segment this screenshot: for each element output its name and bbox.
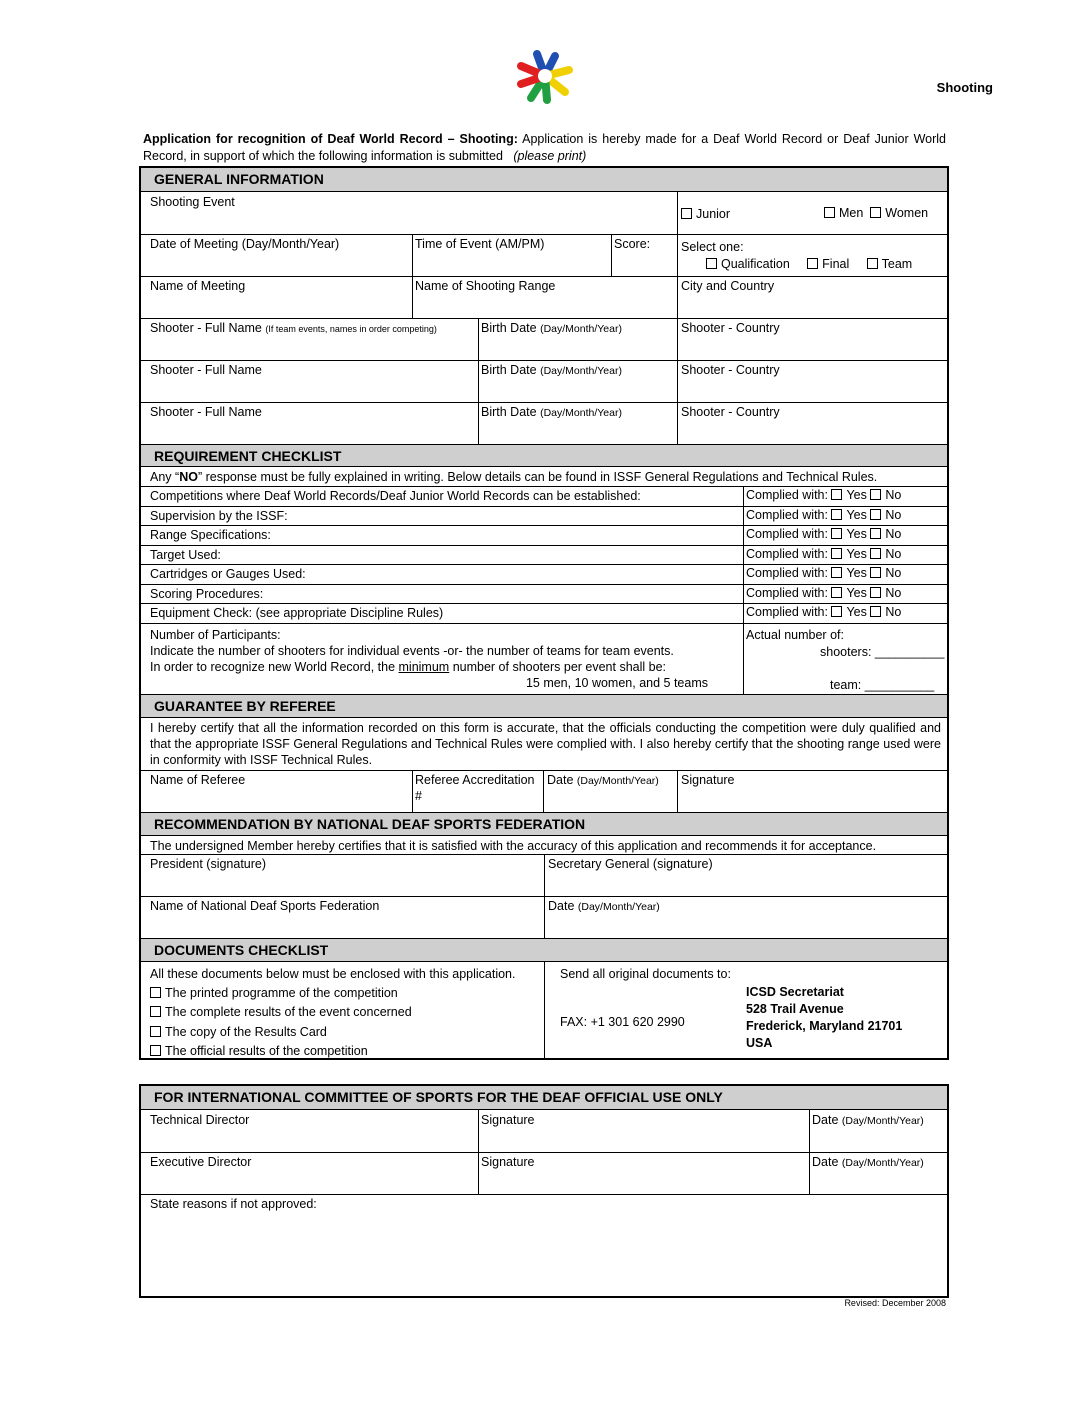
section-header-recommendation: RECOMMENDATION BY NATIONAL DEAF SPORTS FEDERATION <box>141 812 947 836</box>
participants-line3: 15 men, 10 women, and 5 teams <box>525 676 708 690</box>
document-checkbox[interactable] <box>150 1045 161 1056</box>
men-label: Men <box>839 206 864 220</box>
recommendation-text: The undersigned Member hereby certifies that it is satisfied with the accuracy of this application and recommends it for acceptance. <box>150 839 877 853</box>
shooters-count-field[interactable]: shooters: __________ <box>820 645 945 659</box>
checklist-note <box>141 467 877 485</box>
checklist-item: Scoring Procedures: <box>150 587 264 601</box>
section-header-referee: GUARANTEE BY REFEREE <box>141 694 947 718</box>
team-checkbox[interactable] <box>867 258 878 269</box>
shooter-3-country-label: Shooter - Country <box>681 405 780 419</box>
men-checkbox[interactable] <box>824 207 835 218</box>
intro-body: Application is hereby made for a Deaf World Record or Deaf Junior World Record, in support of which the following information is submitted <box>143 132 946 163</box>
complied-row-6 <box>744 583 901 601</box>
no-checkbox[interactable] <box>870 489 881 500</box>
participants-line1: Indicate the number of shooters for individual events -or- the number of teams for team events. <box>150 644 674 658</box>
shooter-3-birth-label <box>478 402 622 421</box>
shooter-1-birth-text: Birth Date <box>481 321 537 335</box>
shooter-2-birth-label <box>478 360 622 379</box>
referee-text: I hereby certify that all the information recorded on this form is accurate, that the officials conducting the competition were duly qualified and that the appropriate ISSF General Regulations and Technical Rules were complied with. I also hereby certify that the shooting range used were in conformity with ISSF Technical Rules. <box>150 721 941 767</box>
participants-line2 <box>150 659 743 675</box>
president-label: President (signature) <box>150 857 267 871</box>
complied-label: Complied with: <box>746 566 828 580</box>
participants-title: Number of Participants: <box>150 628 281 642</box>
shooter-2-birth-text: Birth Date <box>481 363 537 377</box>
participants-block <box>141 625 743 691</box>
complied-label: Complied with: <box>746 547 828 561</box>
participants-minimum: minimum <box>398 660 450 674</box>
team-count-field[interactable]: team: __________ <box>830 678 935 692</box>
intro-text <box>143 131 946 165</box>
section-header-general: GENERAL INFORMATION <box>141 168 947 192</box>
shooter-1-name-text: Shooter - Full Name <box>150 321 262 335</box>
referee-accreditation-label <box>412 770 535 804</box>
select-one-label: Select one: <box>681 240 744 254</box>
final-label: Final <box>822 257 850 271</box>
complied-row-1 <box>744 485 901 503</box>
no-checkbox[interactable] <box>870 509 881 520</box>
recommendation-date-fmt: (Day/Month/Year) <box>577 901 660 913</box>
shooter-2-birth-fmt: (Day/Month/Year) <box>540 365 622 377</box>
yes-checkbox[interactable] <box>831 548 842 559</box>
yes-label: Yes <box>846 586 867 600</box>
date-of-meeting-label: Date of Meeting (Day/Month/Year) <box>150 237 340 251</box>
checklist-item: Cartridges or Gauges Used: <box>150 567 306 581</box>
address-line-4: USA <box>746 1036 773 1050</box>
junior-checkbox[interactable] <box>681 208 692 219</box>
complied-row-4 <box>744 544 901 562</box>
checklist-note-post: ” response must be fully explained in writing. Below details can be found in ISSF General Regulations and Technical Rules. <box>197 470 878 484</box>
executive-date-label <box>809 1152 924 1171</box>
address-line-3: Frederick, Maryland 21701 <box>746 1019 903 1033</box>
document-item-1 <box>150 984 515 1003</box>
shooting-event-label: Shooting Event <box>150 195 235 209</box>
technical-signature-label: Signature <box>481 1113 535 1127</box>
score-label: Score: <box>614 237 651 251</box>
icsd-logo <box>515 48 575 106</box>
intro-bold: Application for recognition of Deaf World Record – Shooting: <box>143 132 518 146</box>
no-label: No <box>885 586 902 600</box>
no-checkbox[interactable] <box>870 528 881 539</box>
yes-label: Yes <box>846 547 867 561</box>
shooter-2-name-label: Shooter - Full Name <box>150 363 262 377</box>
referee-accreditation-hash: # <box>415 789 422 803</box>
no-label: No <box>885 488 902 502</box>
yes-checkbox[interactable] <box>831 587 842 598</box>
technical-date-fmt: (Day/Month/Year) <box>841 1115 924 1127</box>
section-header-documents: DOCUMENTS CHECKLIST <box>141 938 947 962</box>
no-checkbox[interactable] <box>870 606 881 617</box>
participants-line2-pre: In order to recognize new World Record, the <box>150 660 399 674</box>
no-label: No <box>885 547 902 561</box>
time-of-event-label: Time of Event (AM/PM) <box>415 237 545 251</box>
no-label: No <box>885 605 902 619</box>
section-header-official: FOR INTERNATIONAL COMMITTEE OF SPORTS FOR THE DEAF OFFICIAL USE ONLY <box>141 1086 947 1110</box>
gender-options <box>821 203 928 221</box>
address-line-1: ICSD Secretariat <box>746 985 844 999</box>
document-item-2 <box>150 1003 515 1022</box>
checklist-note-no: NO <box>179 470 198 484</box>
fax-number: FAX: +1 301 620 2990 <box>560 1015 685 1029</box>
qualification-checkbox[interactable] <box>706 258 717 269</box>
yes-label: Yes <box>846 605 867 619</box>
shooter-2-country-label: Shooter - Country <box>681 363 780 377</box>
revision-note: Revised: December 2008 <box>844 1298 946 1308</box>
official-use-form <box>139 1084 949 1298</box>
shooter-team-note: (If team events, names in order competing) <box>265 324 437 334</box>
yes-checkbox[interactable] <box>831 606 842 617</box>
yes-label: Yes <box>846 488 867 502</box>
checklist-item: Competitions where Deaf World Records/Deaf Junior World Records can be established: <box>150 489 641 503</box>
city-country-label: City and Country <box>681 279 775 293</box>
checklist-item: Equipment Check: (see appropriate Discipline Rules) <box>150 606 444 620</box>
no-label: No <box>885 527 902 541</box>
reasons-label: State reasons if not approved: <box>150 1197 317 1211</box>
yes-checkbox[interactable] <box>831 528 842 539</box>
yes-checkbox[interactable] <box>831 567 842 578</box>
yes-label: Yes <box>846 566 867 580</box>
women-label: Women <box>885 206 929 220</box>
send-to-label: Send all original documents to: <box>560 967 731 981</box>
qualification-label: Qualification <box>721 257 790 271</box>
category-label: Shooting <box>936 80 993 95</box>
documents-list <box>141 964 515 1061</box>
complied-row-2 <box>744 505 901 523</box>
no-checkbox[interactable] <box>870 587 881 598</box>
no-checkbox[interactable] <box>870 567 881 578</box>
document-label: The official results of the competition <box>165 1043 368 1058</box>
shooter-1-country-label: Shooter - Country <box>681 321 780 335</box>
referee-date-text: Date <box>547 773 574 787</box>
executive-date-text: Date <box>812 1155 839 1169</box>
shooter-1-name-label <box>141 318 437 337</box>
yes-label: Yes <box>846 527 867 541</box>
recommendation-date-label <box>545 896 660 915</box>
referee-name-label: Name of Referee <box>150 773 246 787</box>
complied-label: Complied with: <box>746 488 828 502</box>
no-label: No <box>885 566 902 580</box>
participants-line2-post: number of shooters per event shall be: <box>449 660 667 674</box>
name-of-range-label: Name of Shooting Range <box>415 279 556 293</box>
complied-label: Complied with: <box>746 527 828 541</box>
complied-row-3 <box>744 524 901 542</box>
address-line-2: 528 Trail Avenue <box>746 1002 844 1016</box>
shooter-3-birth-text: Birth Date <box>481 405 537 419</box>
complied-label: Complied with: <box>746 605 828 619</box>
document-item-4 <box>150 1042 515 1061</box>
checklist-note-pre: Any “ <box>150 470 180 484</box>
final-checkbox[interactable] <box>807 258 818 269</box>
complied-label: Complied with: <box>746 586 828 600</box>
yes-checkbox[interactable] <box>831 489 842 500</box>
technical-date-label <box>809 1110 924 1129</box>
name-of-meeting-label: Name of Meeting <box>150 279 246 293</box>
round-options <box>706 254 912 272</box>
shooter-3-birth-fmt: (Day/Month/Year) <box>540 407 622 419</box>
no-label: No <box>885 508 902 522</box>
intro-italic: (please print) <box>513 149 587 163</box>
secretary-label: Secretary General (signature) <box>548 857 713 871</box>
technical-date-text: Date <box>812 1113 839 1127</box>
team-label: Team <box>881 257 913 271</box>
referee-date-label <box>543 770 659 789</box>
documents-intro: All these documents below must be enclosed with this application. <box>150 967 516 981</box>
junior-option[interactable] <box>678 204 730 222</box>
document-checkbox[interactable] <box>150 987 161 998</box>
executive-director-label: Executive Director <box>150 1155 252 1169</box>
checklist-item: Supervision by the ISSF: <box>150 509 288 523</box>
section-header-checklist: REQUIREMENT CHECKLIST <box>141 444 947 467</box>
executive-date-fmt: (Day/Month/Year) <box>841 1157 924 1169</box>
document-label: The complete results of the event concerned <box>165 1005 412 1020</box>
referee-accreditation-text: Referee Accreditation <box>415 773 535 787</box>
complied-row-5 <box>744 563 901 581</box>
junior-label: Junior <box>696 207 731 221</box>
complied-row-7 <box>744 602 901 620</box>
document-checkbox[interactable] <box>150 1006 161 1017</box>
document-label: The printed programme of the competition <box>165 986 398 1000</box>
shooter-3-name-label: Shooter - Full Name <box>150 405 262 419</box>
women-checkbox[interactable] <box>870 207 881 218</box>
document-checkbox[interactable] <box>150 1026 161 1037</box>
no-checkbox[interactable] <box>870 548 881 559</box>
yes-label: Yes <box>846 508 867 522</box>
shooter-1-birth-label <box>478 318 622 337</box>
technical-director-label: Technical Director <box>150 1113 250 1127</box>
document-item-3 <box>150 1023 515 1042</box>
referee-date-fmt: (Day/Month/Year) <box>576 775 659 787</box>
executive-signature-label: Signature <box>481 1155 535 1169</box>
shooter-1-birth-fmt: (Day/Month/Year) <box>540 323 622 335</box>
recommendation-date-text: Date <box>548 899 575 913</box>
icsd-address <box>737 982 902 1052</box>
main-form <box>139 166 949 1060</box>
yes-checkbox[interactable] <box>831 509 842 520</box>
checklist-item: Target Used: <box>150 548 221 562</box>
federation-label: Name of National Deaf Sports Federation <box>150 899 380 913</box>
complied-label: Complied with: <box>746 508 828 522</box>
checklist-item: Range Specifications: <box>150 528 271 542</box>
document-label: The copy of the Results Card <box>165 1024 327 1039</box>
referee-signature-label: Signature <box>681 773 735 787</box>
actual-number-label: Actual number of: <box>746 628 844 642</box>
